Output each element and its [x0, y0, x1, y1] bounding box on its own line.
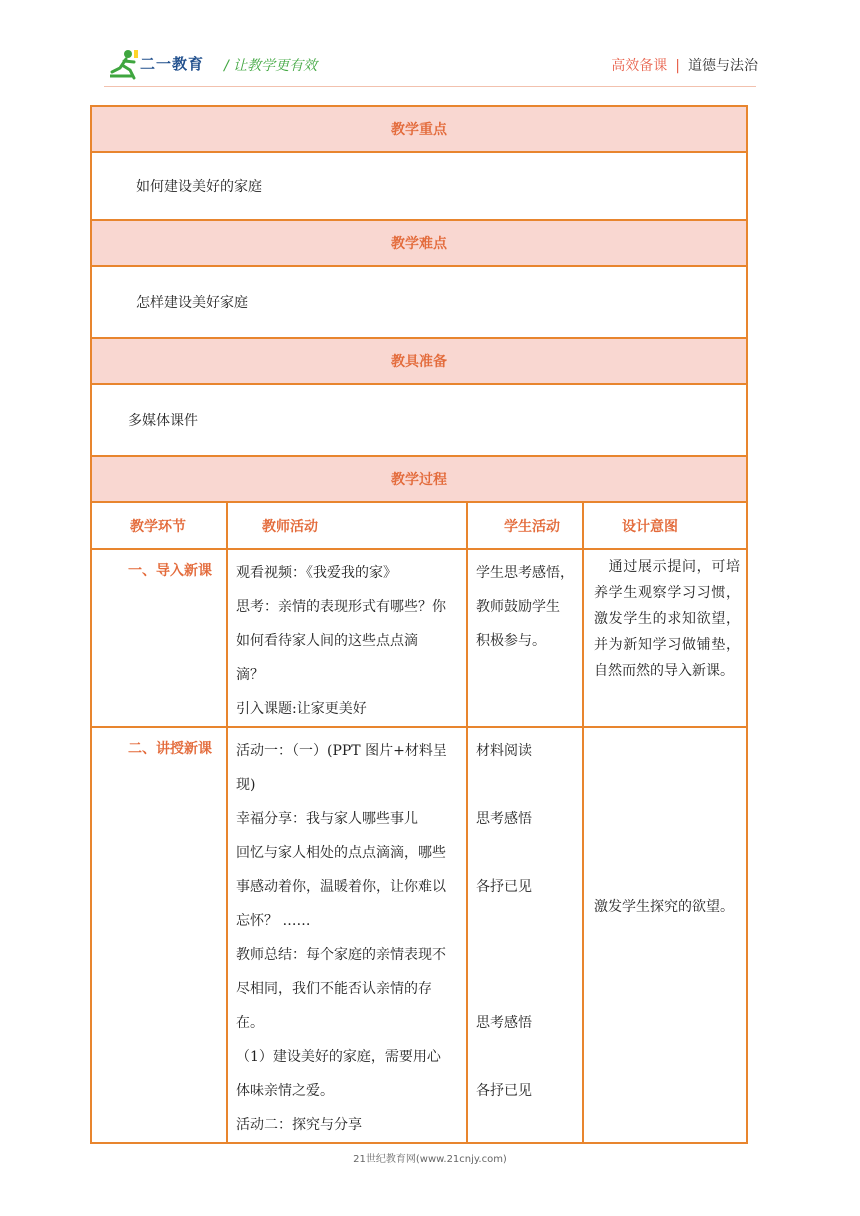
student-line: 思考感悟	[476, 1015, 532, 1031]
teacher-line: 如何看待家人间的这些点点滴	[236, 633, 418, 649]
student-activity	[467, 549, 583, 727]
student-line: 材料阅读	[476, 743, 532, 759]
teacher-line: 观看视频：《我爱我的家》	[236, 565, 397, 581]
section-title-key-point: 教学重点	[91, 106, 747, 152]
stage-label: 一、导入新课	[91, 549, 227, 727]
header-separator: |	[675, 58, 680, 74]
teacher-activity	[227, 549, 467, 727]
teacher-line: 在。	[236, 1015, 264, 1031]
header-rule	[104, 86, 756, 87]
student-line-spacer	[476, 972, 576, 1006]
teacher-line: 现)	[236, 777, 256, 793]
header-right	[611, 55, 758, 75]
header-subject: 道德与法治	[688, 58, 758, 74]
teacher-line: 体味亲情之爱。	[236, 1083, 334, 1099]
teacher-line: 活动一：（一）(PPT 图片+材料呈	[236, 743, 447, 759]
column-header-teacher: 教师活动	[227, 502, 467, 549]
student-line: 教师鼓励学生	[476, 599, 560, 615]
brand-slogan: / 让教学更有效	[224, 58, 318, 74]
materials-content: 多媒体课件	[91, 384, 747, 456]
column-header-design: 设计意图	[583, 502, 747, 549]
column-header-row	[91, 502, 747, 549]
section-title-materials: 教具准备	[91, 338, 747, 384]
teacher-line: 教师总结：每个家庭的亲情表现不	[236, 947, 446, 963]
student-line: 各抒已见	[476, 879, 532, 895]
teacher-line: 事感动着你，温暖着你，让你难以	[236, 879, 446, 895]
student-line: 思考感悟	[476, 811, 532, 827]
column-header-student: 学生活动	[467, 502, 583, 549]
teacher-line: 引入课题:让家更美好	[236, 701, 367, 717]
key-point-content: 如何建设美好的家庭	[91, 152, 747, 220]
teacher-line: 思考：亲情的表现形式有哪些？你	[236, 599, 446, 615]
student-line: 积极参与。	[476, 633, 546, 649]
teacher-line: 回忆与家人相处的点点滴滴，哪些	[236, 845, 446, 861]
design-intent: 通过展示提问，可培养学生观察学习习惯，激发学生的求知欲望，并为新知学习做铺垫，自然而然的导入新课。	[583, 549, 747, 727]
section-title-difficulty: 教学难点	[91, 220, 747, 266]
teacher-line: 忘怀？ ……	[236, 913, 311, 929]
teacher-line: 尽相同，我们不能否认亲情的存	[236, 981, 432, 997]
student-line-spacer	[476, 836, 576, 870]
column-header-stage: 教学环节	[91, 502, 227, 549]
design-intent: 激发学生探究的欲望。	[583, 727, 747, 1143]
teacher-line: （1）建设美好的家庭，需要用心	[236, 1049, 441, 1065]
table-row	[91, 549, 747, 727]
teacher-activity	[227, 727, 467, 1143]
student-activity	[467, 727, 583, 1143]
header-section: 高效备课	[611, 58, 668, 74]
teacher-line: 幸福分享：我与家人哪些事儿	[236, 811, 418, 827]
student-line-spacer	[476, 1040, 576, 1074]
lesson-plan-table	[90, 105, 748, 1144]
page-footer: 21世纪教育网(www.21cnjy.com)	[353, 1154, 507, 1165]
student-line-spacer	[476, 768, 576, 802]
student-line-spacer	[476, 904, 576, 938]
student-line: 各抒已见	[476, 1083, 532, 1099]
stage-label: 二、讲授新课	[91, 727, 227, 1143]
brand-name: 二一教育	[140, 55, 205, 73]
difficulty-content: 怎样建设美好家庭	[91, 266, 747, 338]
teacher-line: 活动二：探究与分享	[236, 1117, 362, 1133]
teacher-line: 滴？	[236, 667, 264, 683]
student-line-spacer	[476, 938, 576, 972]
table-row	[91, 727, 747, 1143]
page-header	[0, 0, 860, 96]
student-line: 学生思考感悟，	[476, 565, 574, 581]
section-title-process: 教学过程	[91, 456, 747, 502]
